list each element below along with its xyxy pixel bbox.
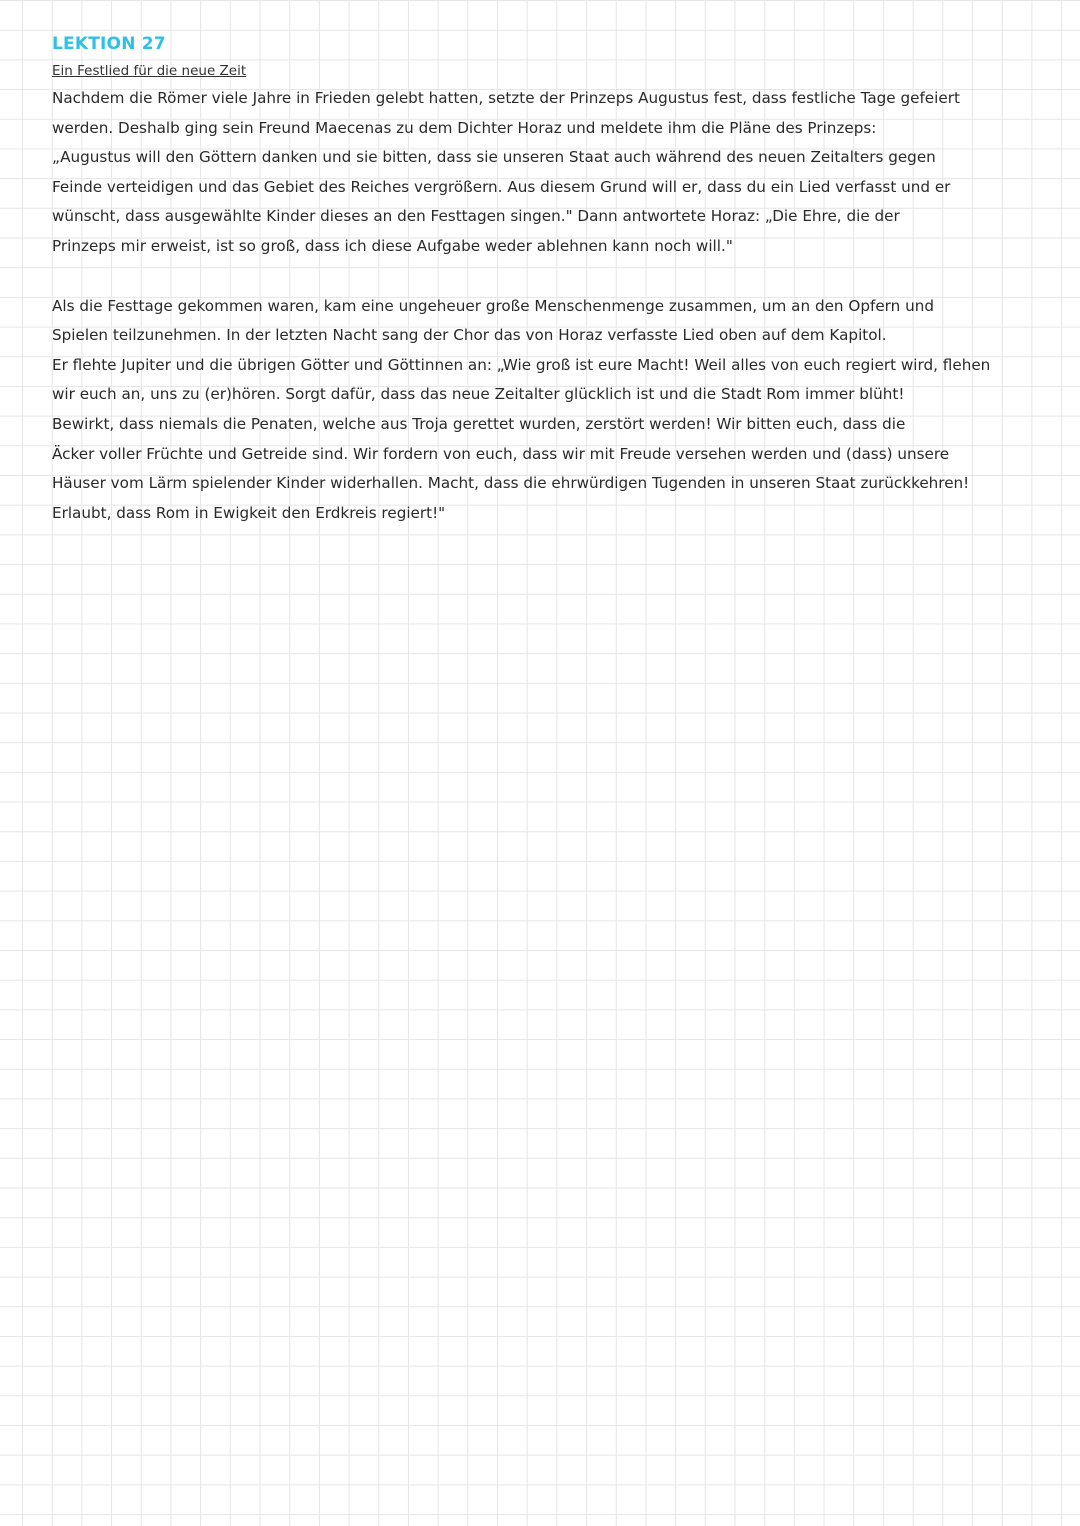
text-line: „Augustus will den Göttern danken und sie bitten, dass sie unseren Staat auch während des neuen Zeitalters gegen	[52, 148, 936, 167]
text-line: Feinde verteidigen und das Gebiet des Reiches vergrößern. Aus diesem Grund will er, dass du ein Lied verfasst und er	[52, 177, 951, 196]
lesson-title: LEKTION 27	[52, 34, 166, 54]
paragraph-1	[52, 84, 1052, 262]
text-line: werden. Deshalb ging sein Freund Maecenas zu dem Dichter Horaz und meldete ihm die Pläne des Prinzeps:	[52, 118, 877, 137]
lesson-subtitle: Ein Festlied für die neue Zeit	[52, 63, 247, 79]
text-line: Äcker voller Früchte und Getreide sind. Wir fordern von euch, dass wir mit Freude versehen werden und (dass) unsere	[52, 444, 950, 463]
text-line: wünscht, dass ausgewählte Kinder dieses an den Festtagen singen." Dann antwortete Horaz: „Die Ehre, die der	[52, 207, 900, 226]
text-line: Erlaubt, dass Rom in Ewigkeit den Erdkreis regiert!"	[52, 503, 446, 522]
text-line: Er flehte Jupiter und die übrigen Götter und Göttinnen an: „Wie groß ist eure Macht! Weil alles von euch regiert wird, flehen	[52, 355, 991, 374]
text-line: Bewirkt, dass niemals die Penaten, welche aus Troja gerettet wurden, zerstört werden! Wir bitten euch, dass die	[52, 414, 906, 433]
notebook-page	[52, 30, 1052, 528]
text-line: Prinzeps mir erweist, ist so groß, dass ich diese Aufgabe weder ablehnen kann noch will."	[52, 236, 733, 255]
paragraph-gap	[52, 262, 1052, 292]
paragraph-2	[52, 292, 1052, 529]
text-line: wir euch an, uns zu (er)hören. Sorgt dafür, dass das neue Zeitalter glücklich ist und die Stadt Rom immer blüht!	[52, 385, 905, 404]
text-line: Als die Festtage gekommen waren, kam eine ungeheuer große Menschenmenge zusammen, um an den Opfern und	[52, 296, 934, 315]
text-line: Spielen teilzunehmen. In der letzten Nacht sang der Chor das von Horaz verfasste Lied oben auf dem Kapitol.	[52, 326, 887, 345]
text-line: Nachdem die Römer viele Jahre in Frieden gelebt hatten, setzte der Prinzeps Augustus fest, dass festliche Tage gefeiert	[52, 89, 960, 107]
text-line: Häuser vom Lärm spielender Kinder widerhallen. Macht, dass die ehrwürdigen Tugenden in unseren Staat zurückkehren!	[52, 474, 970, 493]
